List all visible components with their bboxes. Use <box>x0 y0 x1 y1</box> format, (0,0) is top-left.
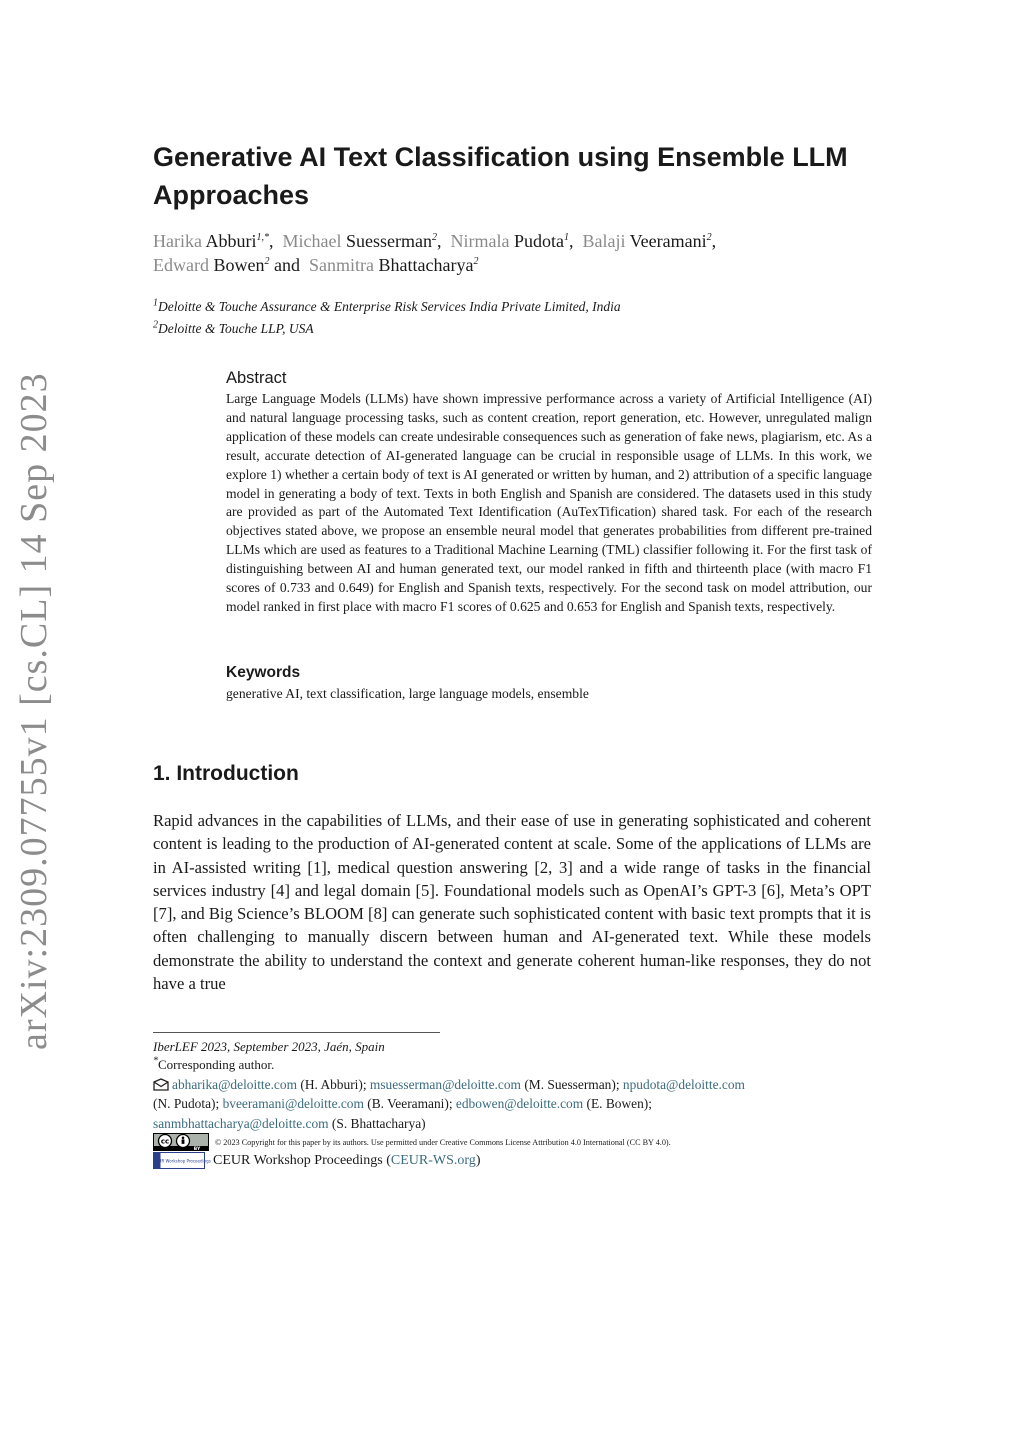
svg-text:cc: cc <box>160 1137 170 1146</box>
license-row <box>153 1133 671 1151</box>
copyright-notice: © 2023 Copyright for this paper by its authors. Use permitted under Creative Commons License Attribution 4.0 International (CC BY 4.0). <box>215 1137 671 1147</box>
author: Balaji Veeramani$^2$, <box>582 231 717 251</box>
keywords-heading: Keywords <box>226 664 301 681</box>
affiliation: $^1$Deloitte & Touche Assurance & Enterprise Risk Services India Private Limited, India <box>153 297 621 314</box>
keywords-body: generative AI, text classification, large language models, ensemble <box>226 686 589 701</box>
envelope-icon <box>153 1078 169 1091</box>
proceedings-row <box>153 1152 480 1169</box>
email-link[interactable]: msuesserman@deloitte.com <box>369 1077 521 1092</box>
paper-title: Generative AI Text Classification using Ensemble LLM Approaches <box>153 142 848 210</box>
author: Nirmala Pudota$^1$, <box>450 231 574 251</box>
author-list <box>153 229 873 277</box>
ceur-logo-icon <box>153 1152 211 1169</box>
ceur-ws-link[interactable]: CEUR-WS.org <box>390 1152 476 1168</box>
affiliation-list <box>153 296 873 340</box>
author: Michael Suesserman$^2$, <box>282 231 442 251</box>
introduction-heading: 1. Introduction <box>153 762 299 785</box>
email-link[interactable]: abharika@deloitte.com <box>172 1077 297 1092</box>
email-footnote: abharika@deloitte.com (H. Abburi); msuesserman@deloitte.com (M. Suesserman); npudota@deloitte.com (N. Pudota); bveeramani@deloitte.com (B. Veeramani); edbowen@deloitte.com (E. Bowen); sanmbhattacharya@deloitte.com (S. Bhattacharya) <box>153 1077 745 1131</box>
author: Edward Bowen$^2$ and <box>153 255 300 275</box>
abstract-heading: Abstract <box>226 369 287 387</box>
proceedings-label: CEUR Workshop Proceedings (CEUR-WS.org) <box>213 1152 481 1168</box>
abstract-body: Large Language Models (LLMs) have shown impressive performance across a variety of Artificial Intelligence (AI) and natural language processing tasks, such as content creation, report generation, etc. However, unregulated malign application of these models can create undesirable consequences such as generation of fake news, plagiarism, etc. As a result, accurate detection of AI-generated language can be crucial in responsible usage of LLMs. In this work, we explore 1) whether a certain body of text is AI generated or written by human, and 2) attribution of a specific language model in generating a body of text. Texts in both English and Spanish are considered. The datasets used in this study are provided as part of the Automated Text Identification (AuTexTification) shared task. For each of the research objectives stated above, we propose an ensemble neural model that generates probabilities from different pre-trained LLMs which are used as features to a Traditional Machine Learning (TML) classifier following it. For the first task of distinguishing between AI and human generated text, our model ranked in fifth and thirteenth place (with macro F1 scores of 0.733 and 0.649) for English and Spanish texts, respectively. For the second task on model attribution, our model ranked in first place with macro F1 scores of 0.625 and 0.653 for English and Spanish texts, respectively. <box>226 391 872 614</box>
email-link[interactable]: npudota@deloitte.com <box>622 1077 745 1092</box>
svg-text:BY: BY <box>193 1147 201 1152</box>
author: Sanmitra Bhattacharya$^2$ <box>308 255 479 275</box>
cc-by-license-icon <box>153 1133 209 1151</box>
arxiv-identifier-stamp: arXiv:2309.07755v1 [cs.CL] 14 Sep 2023 <box>13 372 55 1050</box>
author: Harika Abburi$^{1,*}$, <box>153 231 274 251</box>
email-link[interactable]: bveeramani@deloitte.com <box>222 1096 364 1112</box>
email-link[interactable]: sanmbhattacharya@deloitte.com <box>153 1115 329 1131</box>
email-link[interactable]: edbowen@deloitte.com <box>455 1096 584 1112</box>
svg-text:CEUR Workshop Proceedings: CEUR Workshop Proceedings <box>153 1158 211 1164</box>
affiliation: $^2$Deloitte & Touche LLP, USA <box>153 319 314 336</box>
footnote-divider <box>153 1032 440 1033</box>
corresponding-author-footnote: *Corresponding author. <box>153 1055 275 1072</box>
conference-footnote: IberLEF 2023, September 2023, Jaén, Spain <box>153 1039 385 1054</box>
introduction-body: Rapid advances in the capabilities of LLMs, and their ease of use in generating sophisticated and coherent content is leading to the production of AI-generated content at scale. Some of the applications of LLMs are in AI-assisted writing [1], medical question answering [2, 3] and a wide range of tasks in the financial services industry [4] and legal domain [5]. Foundational models such as OpenAI’s GPT-3 [6], Meta’s OPT [7], and Big Science’s BLOOM [8] can generate such sophisticated content with basic text prompts that it is often challenging to manually discern between human and AI-generated text. While these models demonstrate the ability to understand the context and generate coherent human-like responses, they do not have a true <box>153 811 871 994</box>
